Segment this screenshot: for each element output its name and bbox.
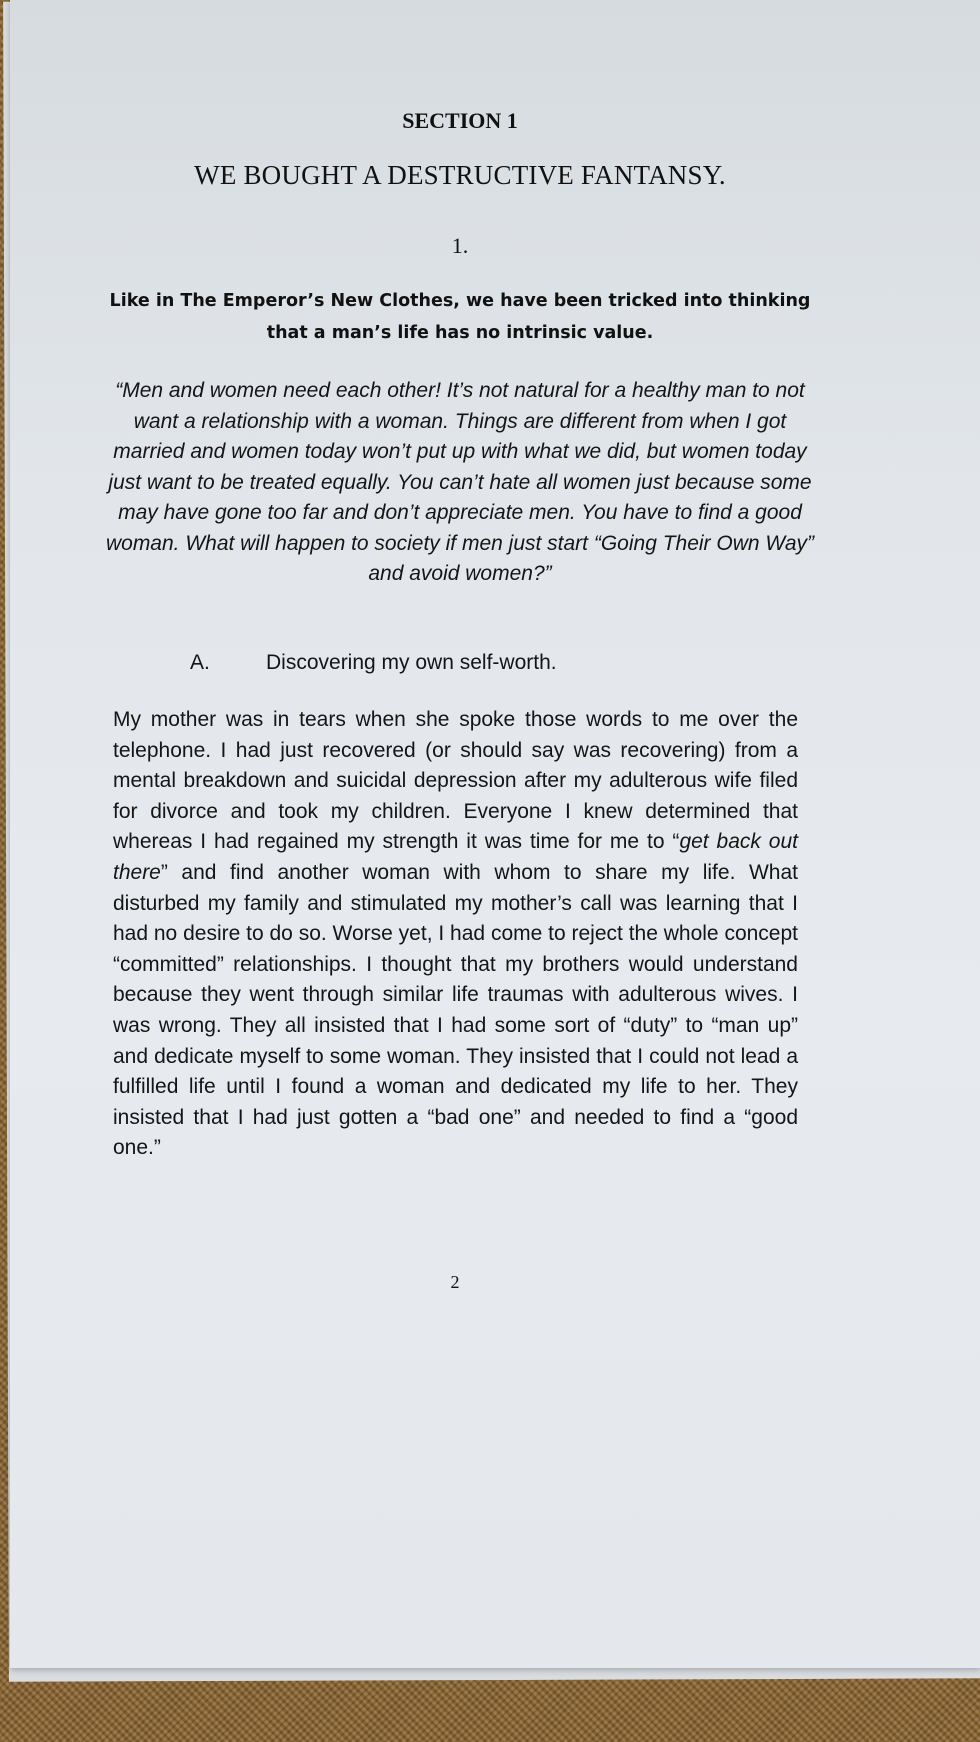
- bold-heading: Like in The Emperor’s New Clothes, we have been tricked into thinking that a man’s life has no intrinsic value.: [109, 291, 811, 343]
- page-number: 2: [450, 1272, 460, 1292]
- body-italic-phrase: get back out there: [113, 830, 798, 884]
- subheading: [190, 651, 557, 675]
- italic-quote: “Men and women need each other! It’s not natural for a healthy man to not want a relationship with a woman. Things are different from when I got married and women today won’t put up with what we did, but women today just want to be treated equally. You can’t hate all women just because some may have gone too far and don’t appreciate men. You have to find a good woman. What will happen to society if men just start “Going Their Own Way” and avoid women?”: [105, 379, 815, 585]
- body-paragraph: [113, 705, 798, 1164]
- chapter-number: 1.: [451, 233, 469, 258]
- subheading-text: Discovering my own self-worth.: [266, 651, 557, 674]
- document-page: [10, 0, 980, 1668]
- body-text-part-1: My mother was in tears when she spoke those words to me over the telephone. I had just recovered (or should say was recovering) from a mental breakdown and suicidal depression after my adulterous wife filed for divorce and took my children. Everyone I knew determined that whereas I had regained my strength it was time for me to “: [113, 708, 798, 854]
- subheading-letter: A.: [190, 651, 210, 674]
- body-text-part-2: ” and find another woman with whom to share my life. What disturbed my family and stimulated my mother’s call was learning that I had no desire to do so. Worse yet, I had come to reject the whole concept “committed” relationships. I thought that my brothers would understand because they went through similar life traumas with adulterous wives. I was wrong. They all insisted that I had some sort of “duty” to “man up” and dedicate myself to some woman. They insisted that I could not lead a fulfilled life until I found a woman and dedicated my life to her. They insisted that I had just gotten a “bad one” and needed to find a “good one.”: [113, 860, 798, 1160]
- chapter-title: WE BOUGHT A DESTRUCTIVE FANTANSY.: [194, 160, 726, 190]
- section-label: SECTION 1: [402, 108, 518, 133]
